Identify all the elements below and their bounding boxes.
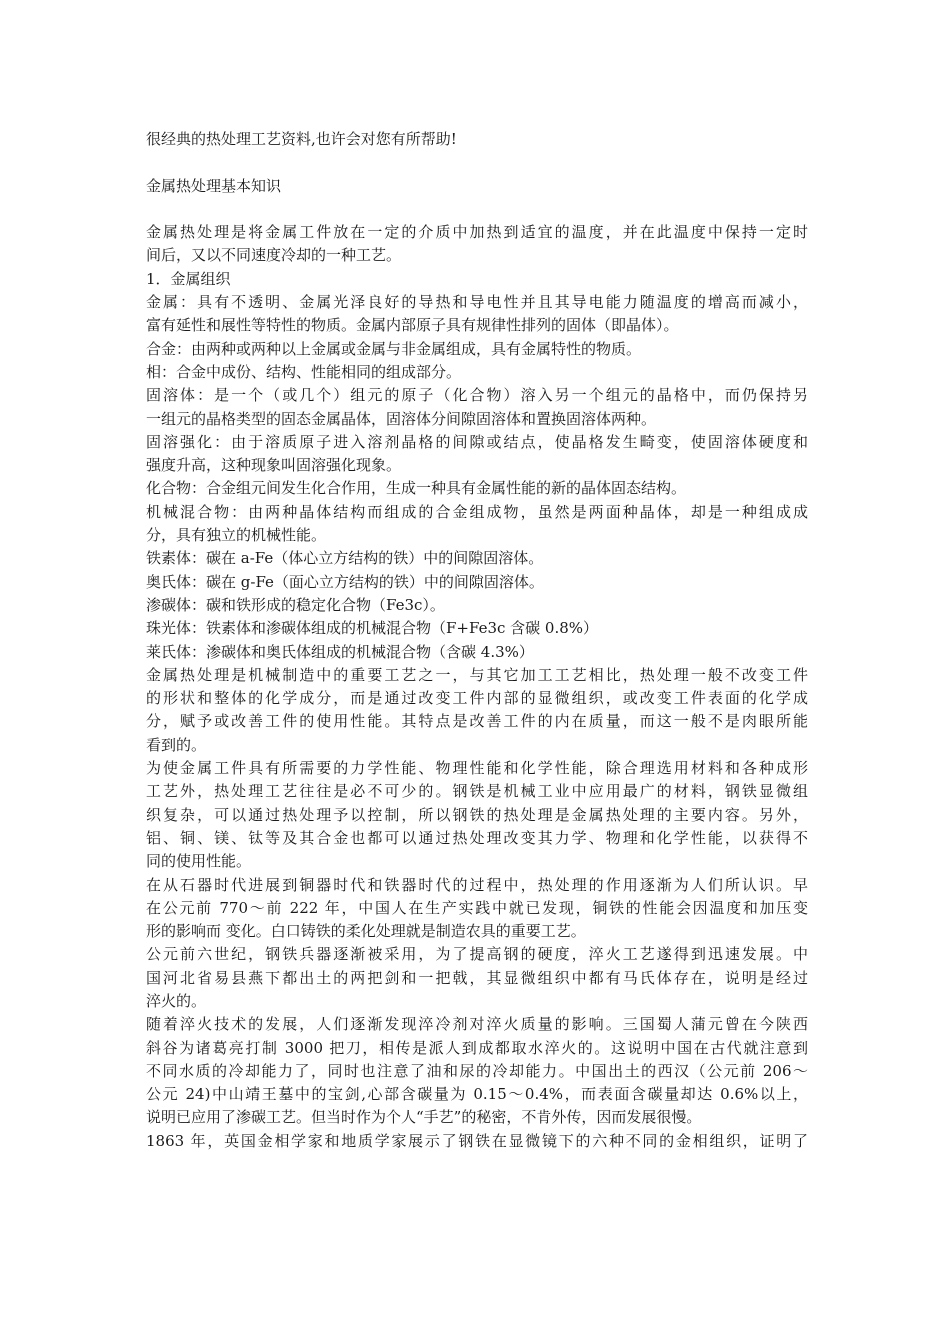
document-title: 金属热处理基本知识 <box>146 176 282 195</box>
text-line: 公元前六世纪，钢铁兵器逐渐被采用，为了提高钢的硬度，淬火工艺遂得到迅速发展。中 <box>146 945 808 964</box>
text-line: 一组元的晶格类型的固态金属晶体，固溶体分间隙固溶体和置换固溶体两种。 <box>146 409 657 428</box>
text-line: 在从石器时代进展到铜器时代和铁器时代的过程中，热处理的作用逐渐为人们所认识。早 <box>146 875 808 894</box>
text-line: 同的使用性能。 <box>146 852 252 871</box>
text-line: 金属热处理是将金属工件放在一定的介质中加热到适宜的温度，并在此温度中保持一定时 <box>146 223 808 242</box>
text-line: 不同水质的冷却能力了，同时也注意了油和尿的冷却能力。中国出土的西汉（公元前 206～ <box>146 1061 808 1080</box>
text-line: 形的影响而 变化。白口铸铁的柔化处理就是制造农具的重要工艺。 <box>146 922 586 941</box>
document-body <box>146 128 808 1153</box>
text-line: 公元 24)中山靖王墓中的宝剑,心部含碳量为 0.15～0.4%，而表面含碳量却达 0.6%以上， <box>146 1085 808 1104</box>
text-line: 分，具有独立的机械性能。 <box>146 526 327 545</box>
text-line: 为使金属工件具有所需要的力学性能、物理性能和化学性能，除合理选用材料和各种成形 <box>146 759 808 778</box>
text-line: 强度升高，这种现象叫固溶强化现象。 <box>146 456 402 475</box>
text-line: 的形状和整体的化学成分，而是通过改变工件内部的显微组织，或改变工件表面的化学成 <box>146 689 808 708</box>
text-line: 分，赋予或改善工件的使用性能。其特点是改善工件的内在质量，而这一般不是肉眼所能 <box>146 712 808 731</box>
text-line: 铁素体：碳在 a-Fe（体心立方结构的铁）中的间隙固溶体。 <box>146 549 544 568</box>
text-line: 相：合金中成份、结构、性能相同的组成部分。 <box>146 362 462 381</box>
text-line: 看到的。 <box>146 735 207 754</box>
text-line: 工艺外，热处理工艺往往是必不可少的。钢铁是机械工业中应用最广的材料，钢铁显微组 <box>146 782 808 801</box>
text-line: 斜谷为诸葛亮打制 3000 把刀，相传是派人到成都取水淬火的。这说明中国在古代就注意到 <box>146 1038 808 1057</box>
text-line: 淬火的。 <box>146 991 207 1010</box>
text-line: 间后，又以不同速度冷却的一种工艺。 <box>146 246 402 265</box>
text-line: 机械混合物：由两种晶体结构而组成的合金组成物，虽然是两面种晶体，却是一种组成成 <box>146 502 808 521</box>
text-line: 珠光体：铁素体和渗碳体组成的机械混合物（F+Fe3c 含碳 0.8%） <box>146 619 599 638</box>
text-line: 化合物：合金组元间发生化合作用，生成一种具有金属性能的新的晶体固态结构。 <box>146 479 687 498</box>
section-heading: 1．金属组织 <box>146 269 231 288</box>
text-line: 1863 年，英国金相学家和地质学家展示了钢铁在显微镜下的六种不同的金相组织，证明了 <box>146 1131 808 1150</box>
text-line: 合金：由两种或两种以上金属或金属与非金属组成，具有金属特性的物质。 <box>146 339 642 358</box>
text-line: 说明已应用了渗碳工艺。但当时作为个人“手艺”的秘密，不肯外传，因而发展很慢。 <box>146 1108 702 1127</box>
text-line: 铝、铜、镁、钛等及其合金也都可以通过热处理改变其力学、物理和化学性能，以获得不 <box>146 828 808 847</box>
text-line: 固溶强化：由于溶质原子进入溶剂晶格的间隙或结点，使晶格发生畸变，使固溶体硬度和 <box>146 432 808 451</box>
text-line: 固溶体：是一个（或几个）组元的原子（化合物）溶入另一个组元的晶格中，而仍保持另 <box>146 386 808 405</box>
text-line: 渗碳体：碳和铁形成的稳定化合物（Fe3c）。 <box>146 595 445 614</box>
intro-line: 很经典的热处理工艺资料,也许会对您有所帮助! <box>146 130 457 148</box>
text-line: 金属热处理是机械制造中的重要工艺之一，与其它加工工艺相比，热处理一般不改变工件 <box>146 665 808 684</box>
text-line: 国河北省易县燕下都出土的两把剑和一把戟，其显微组织中都有马氏体存在，说明是经过 <box>146 968 808 987</box>
text-line: 奥氏体：碳在 g-Fe（面心立方结构的铁）中的间隙固溶体。 <box>146 572 544 591</box>
text-line: 莱氏体：渗碳体和奥氏体组成的机械混合物（含碳 4.3%） <box>146 642 534 661</box>
spacer <box>146 198 808 221</box>
text-line: 随着淬火技术的发展，人们逐渐发现淬冷剂对淬火质量的影响。三国蜀人蒲元曾在今陕西 <box>146 1015 808 1034</box>
spacer <box>146 151 808 174</box>
text-line: 织复杂，可以通过热处理予以控制，所以钢铁的热处理是金属热处理的主要内容。另外， <box>146 805 808 824</box>
text-line: 富有延性和展性等特性的物质。金属内部原子具有规律性排列的固体（即晶体）。 <box>146 316 679 335</box>
text-line: 金属：具有不透明、金属光泽良好的导热和导电性并且其导电能力随温度的增高而减小， <box>146 293 808 312</box>
text-line: 在公元前 770～前 222 年，中国人在生产实践中就已发现，铜铁的性能会因温度和加压变 <box>146 898 808 917</box>
